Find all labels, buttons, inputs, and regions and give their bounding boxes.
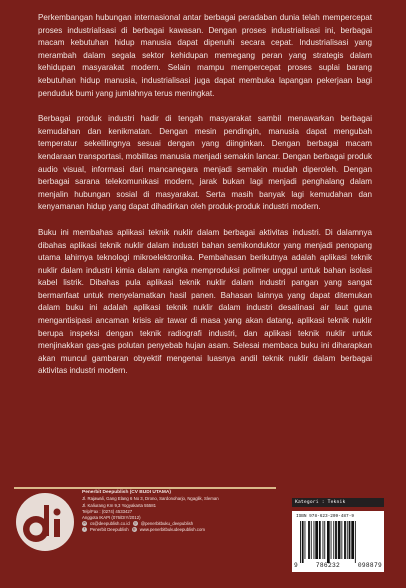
barcode-digits [294,562,382,569]
publisher-logo [14,491,76,553]
barcode-digit-group-3: 098879 [357,562,382,569]
publisher-name: Penerbit Deepublish (CV BUDI UTAMA) [82,490,171,495]
barcode-icon [296,521,380,563]
publisher-address-2: Jl. Kaliurang Km 9,3 Yogyakarta 55581 [82,502,157,508]
category-label: Kategori : Teknik [292,498,384,507]
instagram-icon: ◎ [133,521,137,526]
publisher-email[interactable]: cs@deepublish.co.id [90,520,130,526]
publisher-facebook[interactable]: Penerbit Deepublish [90,526,129,532]
facebook-icon: f [82,527,87,532]
isbn-barcode-box [292,511,384,572]
paragraph-3: Buku ini membahas aplikasi teknik nuklir dalam berbagai aktivitas industri. Di dalamnya dibahas aplikasi teknik nuklir dalam industri bahan semikonduktor yang menjadi penopang utama lahirnya teknologi mikroelektronika. Pembahasan berikutnya adalah aplikasi teknik nuklir dalam industri kimia dalam rangka memproduksi polimer unggul untuk bahan isolasi kabel listrik. Dibahas pula aplikasi teknik nuklir dalam industri pangan yang sangat bermanfaat untuk menyelamatkan hasil panen. Bahasan lainnya yang dapat ditemukan dalam buku ini adalah aplikasi teknik nuklir dalam industri desalinasi air laut guna mengantisipasi ancaman krisis air tawar di masa yang akan datang, aplikasi teknik nuklir berupa inspeksi dengan teknik radiografi industri, dan aplikasi teknik nuklir untuk menjinakkan gas-gas polutan penyebab hujan asam. Selesai membaca buku ini diharapkan akan muncul gambaran obyektif mengenai luasnya andil teknik nuklir dalam berbagai aktivitas industri modern. [38,227,372,376]
barcode-digit-group-2: 786232 [315,562,340,569]
footer-divider [14,487,276,489]
publisher-address-1: Jl. Rajawali, Gang Elang 6 No 3, Drono, Sardonoharjo, Ngaglik, Sleman [82,496,219,502]
email-icon: ✉ [83,521,86,526]
isbn-number: ISBN 978-623-209-487-9 [296,514,354,519]
globe-icon: ◍ [132,527,136,532]
paragraph-1: Perkembangan hubungan internasional antar berbagai peradaban dunia telah mempercepat proses industrialisasi di berbagai kawasan. Dengan proses industrialisasi ini, berbagai macam kebutuhan hidup manusia dapat dipenuhi secara cepat. Industrialisasi yang merambah dalam segala sektor kehidupan memegang peran yang strategis dalam kehidupan masyarakat modern. Selain mampu mempercepat proses suplai barang kebutuhan hidup manusia, industrialisasi juga dapat membuka lapangan pekerjaan bagi penduduk bumi yang jumlahnya terus meningkat. [38,13,372,98]
publisher-ikapi: Anggota IKAPI (076/DIY/2012) [82,514,141,520]
blurb-text [38,12,372,391]
paragraph-2: Berbagai produk industri hadir di tengah masyarakat sambil menawarkan berbagai kemudahan dan kenikmatan. Dengan mesin pendingin, manusia dapat mengubah temperatur sekelilingnya sesuai dengan yang diinginkan. Dengan berbagai macam kendaraan transportasi, mobilitas manusia menjadi semakin lancar. Dengan berbagai produk audio visual, informasi dari mancanegara menjadi semakin mudah diperoleh. Dengan berbagai sarana telekomunikasi modern, jarak bukan lagi menjadi penghalang dalam menjalin hubungan sosial di masyarakat. Serta masih banyak lagi kemudahan dan kenyamanan hidup yang dapat dihadirkan oleh produk-produk industri modern. [38,114,372,212]
publisher-info [82,490,282,533]
barcode-digit-group-1: 9 [294,562,299,569]
publisher-instagram[interactable]: @penerbitbuku_deepublish [140,520,194,526]
contact-row-2 [82,527,282,533]
publisher-phone: Telp/Fax : (0274) 4533427 [82,508,133,514]
publisher-website[interactable]: www.penerbitbukudeepublish.com [139,526,205,532]
